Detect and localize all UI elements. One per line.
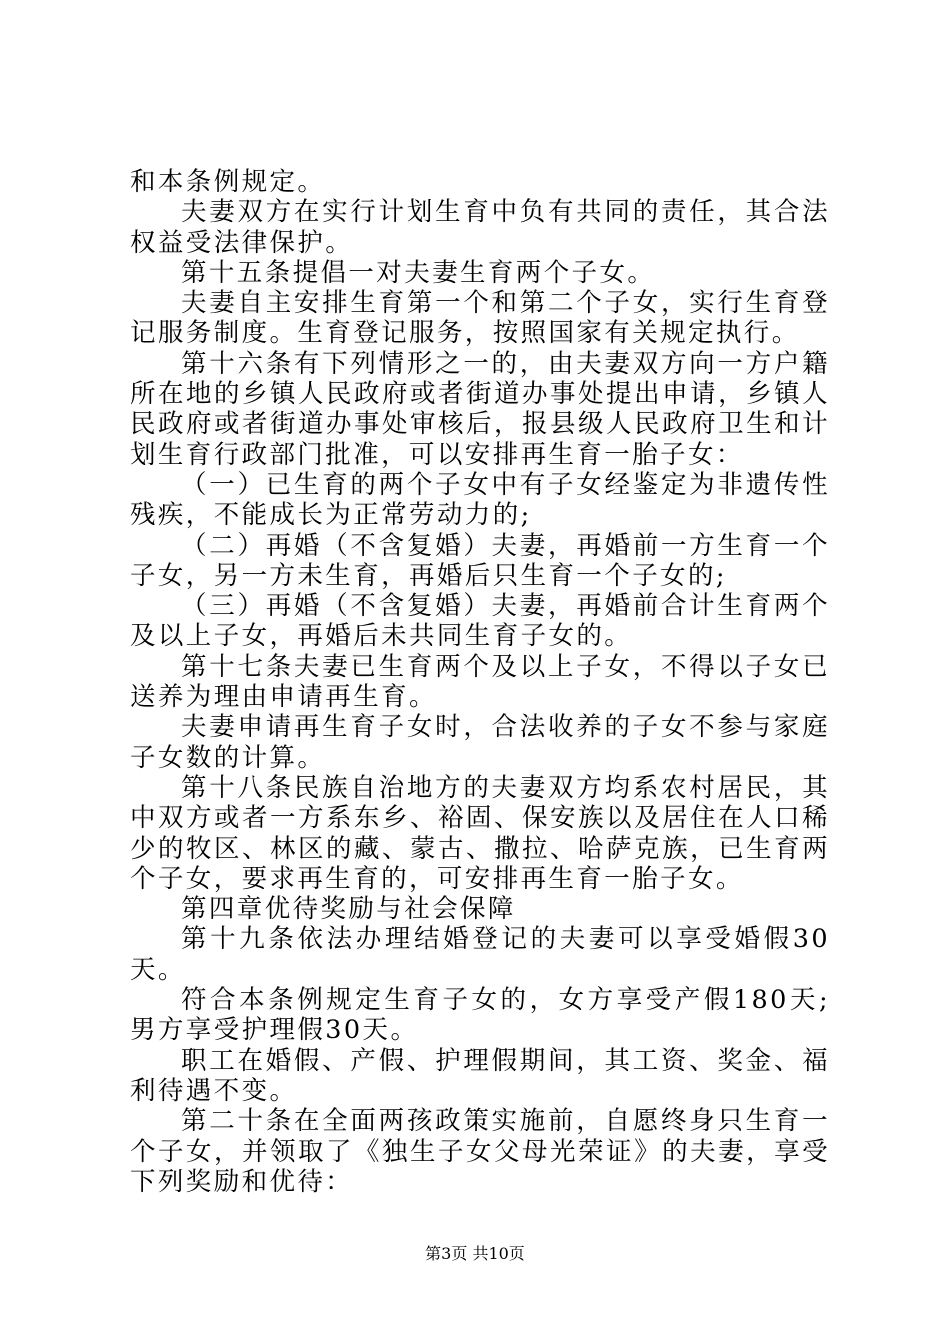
paragraph: 第十八条民族自治地方的夫妻双方均系农村居民，其中双方或者一方系东乡、裕固、保安族以及居住在人口稀少的牧区、林区的藏、蒙古、撒拉、哈萨克族，已生育两个子女，要求再生育的，可安排再生育一胎子女。 [130, 772, 830, 894]
document-body [130, 167, 830, 1197]
paragraph: 第十六条有下列情形之一的，由夫妻双方向一方户籍所在地的乡镇人民政府或者街道办事处提出申请，乡镇人民政府或者街道办事处审核后，报县级人民政府卫生和计划生育行政部门批准，可以安排再生育一胎子女： [130, 348, 830, 470]
paragraph: （一）已生育的两个子女中有子女经鉴定为非遗传性残疾，不能成长为正常劳动力的; [130, 469, 830, 531]
paragraph: 第十五条提倡一对夫妻生育两个子女。 [181, 257, 656, 288]
paragraph: 夫妻自主安排生育第一个和第二个子女，实行生育登记服务制度。生育登记服务，按照国家有关规定执行。 [130, 288, 830, 349]
paragraph: （二）再婚（不含复婚）夫妻，再婚前一方生育一个子女，另一方未生育，再婚后只生育一个子女的; [130, 530, 830, 591]
paragraph: 第十九条依法办理结婚登记的夫妻可以享受婚假30天。 [130, 924, 830, 985]
chapter-heading: 第四章优待奖励与社会保障 [181, 894, 516, 925]
paragraph: 第二十条在全面两孩政策实施前，自愿终身只生育一个子女，并领取了《独生子女父母光荣证》的夫妻，享受下列奖励和优待： [130, 1106, 830, 1197]
paragraph: 职工在婚假、产假、护理假期间，其工资、奖金、福利待遇不变。 [130, 1045, 830, 1106]
paragraph: 和本条例规定。 [130, 167, 326, 197]
paragraph: 夫妻双方在实行计划生育中负有共同的责任，其合法权益受法律保护。 [130, 197, 830, 258]
paragraph: （三）再婚（不含复婚）夫妻，再婚前合计生育两个及以上子女，再婚后未共同生育子女的。 [130, 591, 830, 652]
paragraph: 符合本条例规定生育子女的，女方享受产假180天;男方享受护理假30天。 [130, 985, 830, 1046]
paragraph: 第十七条夫妻已生育两个及以上子女，不得以子女已送养为理由申请再生育。 [130, 651, 830, 713]
page-number-footer: 第3页 共10页 [425, 1244, 525, 1263]
paragraph: 夫妻申请再生育子女时，合法收养的子女不参与家庭子女数的计算。 [130, 712, 830, 773]
